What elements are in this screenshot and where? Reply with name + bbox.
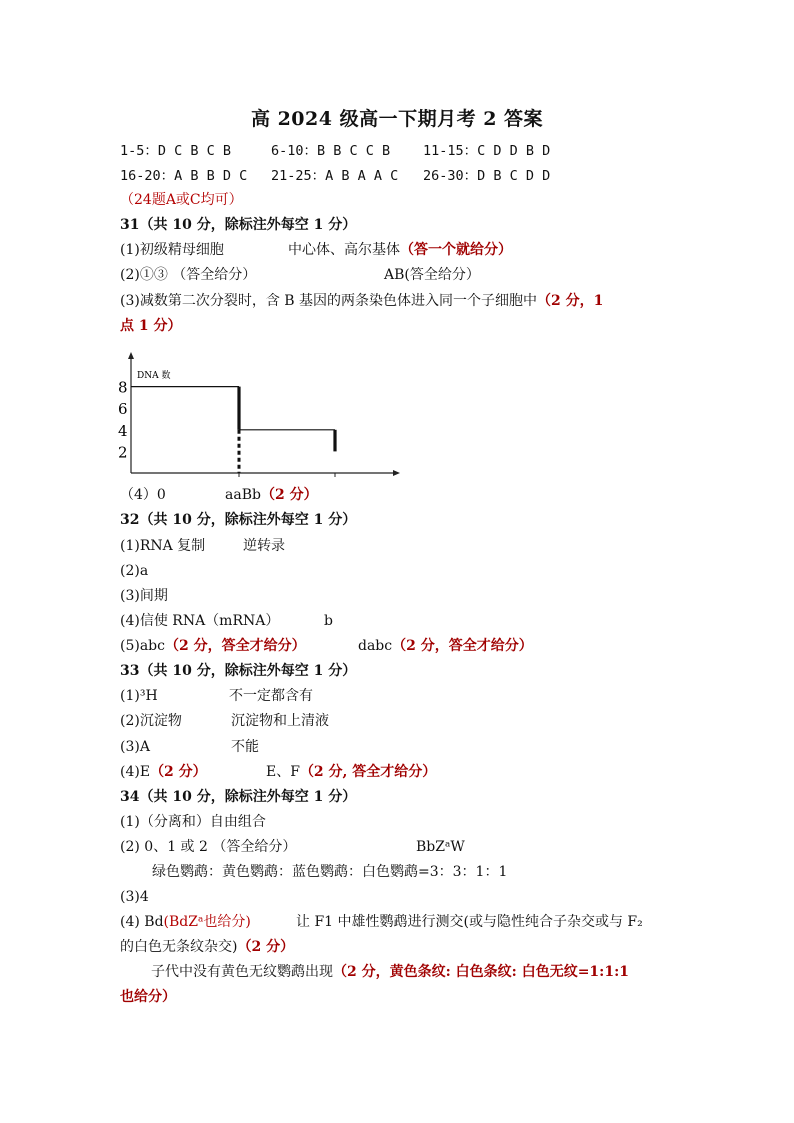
- y-axis-label: DNA 数: [137, 371, 171, 381]
- y-tick-label: 2: [118, 443, 128, 462]
- q34-a4: (4) Bd: [120, 914, 164, 930]
- q34-answer-3: (3)4: [120, 889, 149, 905]
- answer-group: 11-15：C D D B D: [423, 143, 551, 159]
- q34-a4d: 子代中没有黄色无纹鹦鹉出现: [151, 964, 333, 980]
- q31-a1b-note: （答一个就给分）: [400, 242, 512, 258]
- q31-a1b: [288, 240, 512, 260]
- q31-answer-1: [120, 240, 512, 260]
- q33-answer-2: [120, 711, 329, 731]
- dna-chart: [112, 350, 402, 482]
- q33-a4: (4)E: [120, 764, 151, 780]
- q34-answer-2-ratio: 绿色鹦鹉：黄色鹦鹉：蓝色鹦鹉：白色鹦鹉=3：3：1：1: [152, 864, 508, 880]
- q33-a1b: 不一定都含有: [229, 688, 313, 704]
- q32-header: 32（共 10 分，除标注外每空 1 分）: [120, 512, 357, 528]
- q32-answer-1: [120, 536, 285, 556]
- q32-answer-5: [120, 636, 533, 656]
- q32-answer-2: (2)a: [120, 563, 149, 579]
- q34-answer-1: (1)（分离和）自由组合: [120, 814, 266, 830]
- q32-answer-3: (3)间期: [120, 588, 168, 604]
- q31-answer-2: [120, 265, 480, 285]
- y-tick-label: 4: [118, 421, 128, 440]
- answer-note: （24题A或C均可）: [120, 192, 243, 208]
- q31-a4b-text: aaBb: [225, 487, 261, 503]
- q32-a5b-note: （2 分，答全才给分）: [392, 638, 533, 654]
- q33-a4-note: （2 分）: [150, 764, 207, 780]
- page-title: 高 2024 级高一下期月考 2 答案: [250, 108, 544, 130]
- q31-a1: (1)初级精母细胞: [120, 242, 224, 258]
- q32-a5: (5)abc: [120, 638, 165, 654]
- q33-a2: (2)沉淀物: [120, 713, 182, 729]
- q34-header: 34（共 10 分，除标注外每空 1 分）: [120, 789, 357, 805]
- q31-answer-4: [120, 485, 318, 505]
- q32-a5b-text: dabc: [358, 638, 393, 654]
- q32-a1b: 逆转录: [243, 538, 285, 554]
- q34-answer-4-result: [151, 962, 629, 982]
- x-axis-arrow: [393, 470, 400, 476]
- q31-a2: (2)①③ （答全给分）: [120, 267, 257, 283]
- q33-a3: (3)A: [120, 739, 150, 755]
- q31-a4b: [225, 485, 318, 505]
- q31-a2b: AB(答全给分）: [384, 267, 480, 283]
- q31-a1b-text: 中心体、高尔基体: [288, 242, 400, 258]
- q31-a4b-note: （2 分）: [260, 487, 318, 503]
- q32-a5-note: （2 分，答全才给分）: [164, 638, 306, 654]
- q33-a1: (1)³H: [120, 688, 158, 704]
- q31-a3-note: （2 分，1: [537, 293, 604, 309]
- answer-group: 1-5：D C B C B: [120, 143, 232, 159]
- q33-header: 33（共 10 分，除标注外每空 1 分）: [120, 663, 357, 679]
- y-tick-label: 8: [118, 378, 128, 397]
- q33-a4b: [266, 762, 436, 782]
- q32-a1: (1)RNA 复制: [120, 538, 206, 554]
- answer-group: 6-10：B B C C B: [271, 143, 391, 159]
- q33-a4b-note: （2 分, 答全才给分）: [299, 764, 437, 780]
- q33-answer-4: [120, 762, 437, 782]
- y-tick-label: 6: [118, 400, 128, 419]
- q33-a2b: 沉淀物和上清液: [231, 713, 329, 729]
- q34-answer-4: [120, 912, 643, 932]
- q34-answer-4-cont: [120, 937, 294, 957]
- answer-group: 21-25：A B A A C: [271, 168, 399, 184]
- q31-a3: (3)减数第二次分裂时，含 B 基因的两条染色体进入同一个子细胞中: [120, 293, 538, 309]
- q34-a4b: 让 F1 中雄性鹦鹉进行测交(或与隐性纯合子杂交或与 F₂: [296, 914, 643, 930]
- q32-answer-4: [120, 611, 333, 631]
- y-axis-arrow: [128, 352, 134, 359]
- q32-a4: (4)信使 RNA（mRNA）: [120, 613, 280, 629]
- q34-a4d-note: （2 分，黄色条纹: 白色条纹: 白色无纹=1:1:1: [333, 964, 629, 980]
- q34-a2: (2) 0、1 或 2 （答全给分）: [120, 839, 297, 855]
- answer-group: 16-20：A B B D C: [120, 168, 248, 184]
- q34-a2b: BbZᵃW: [416, 839, 465, 855]
- q31-answer-3: [120, 291, 603, 311]
- q34-a4c-note: （2 分）: [237, 939, 295, 955]
- q34-answer-2: [120, 837, 465, 857]
- q33-answer-3: [120, 737, 259, 757]
- q32-a4b: b: [324, 613, 333, 629]
- q33-answer-1: [120, 686, 313, 706]
- q32-a5b: [358, 636, 533, 656]
- q31-a4: （4）0: [120, 487, 166, 503]
- q31-a3-note-cont: 点 1 分）: [120, 318, 182, 334]
- q31-header: 31（共 10 分，除标注外每空 1 分）: [120, 217, 357, 233]
- answer-group: 26-30：D B C D D: [423, 168, 551, 184]
- q34-a4c: 的白色无条纹杂交): [120, 939, 238, 955]
- q33-a3b: 不能: [231, 739, 259, 755]
- q34-a4d-note-cont: 也给分）: [120, 989, 176, 1005]
- q34-a4-note: (BdZᵃ也给分): [163, 914, 251, 930]
- q33-a4b-text: E、F: [266, 764, 300, 780]
